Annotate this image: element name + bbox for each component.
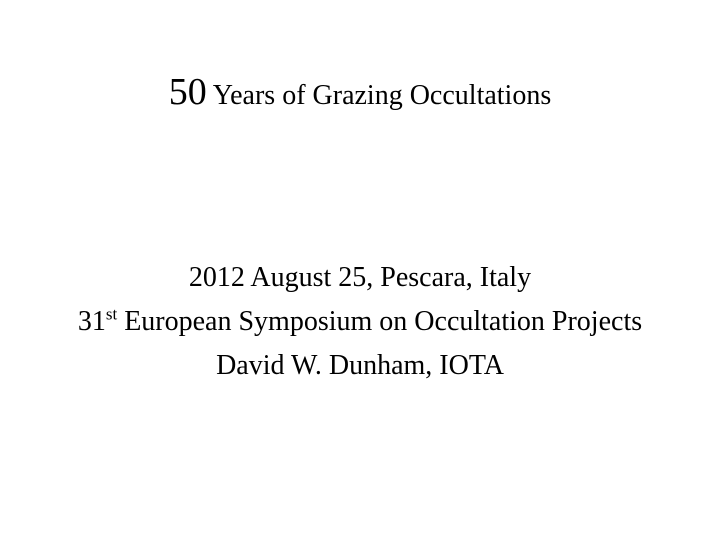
title-number: 50 [168,71,207,113]
author: David W. Dunham, IOTA [216,349,504,381]
title-text: Years of Grazing Occultations [206,80,552,111]
symposium-line [40,304,680,340]
symposium-number: 31 [77,305,106,337]
symposium-name: European Symposium on Occultation Projects [117,305,643,337]
slide-subtitle [40,260,680,383]
symposium-ordinal-suffix: st [105,304,118,324]
date-location: 2012 August 25, Pescara, Italy [188,262,532,293]
slide-title [0,70,720,116]
line-gap [40,340,680,348]
line-gap [40,296,680,304]
